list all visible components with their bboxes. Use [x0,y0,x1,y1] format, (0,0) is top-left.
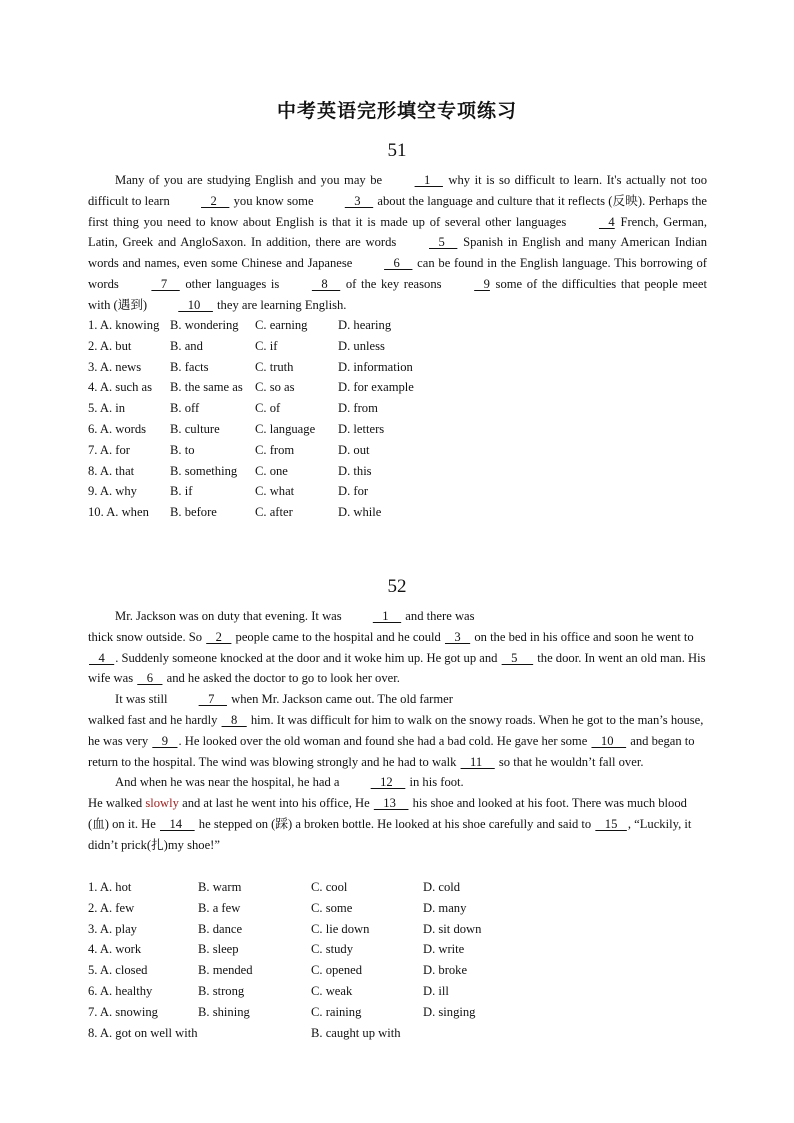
page-title: 中考英语完形填空专项练习 [276,100,517,122]
option-choice: 6. A. words [88,421,147,436]
passage-text: when Mr. Jackson came out. The old farmer [227,692,453,707]
option-choice: B. dance [198,921,243,936]
option-choice: 9. A. why [88,484,137,499]
option-choice: 3. A. news [88,359,142,374]
option-choice: D. singing [423,1004,476,1019]
passage-text: about the language and culture that it reflects (反映). Perhaps the first thing you need to know about English is that it is made up of several other languages [88,193,707,229]
option-choice: D. from [338,401,378,416]
option-choice: 5. A. in [88,401,126,416]
option-choice: D. while [338,505,382,520]
option-choice: D. out [338,442,370,457]
option-choice: D. broke [423,963,468,978]
passage-text: It was still [115,692,171,707]
passage-text: him. It was difficult for him to walk on the snowy roads. When he got to the man’s house, he was very [88,712,704,748]
option-row [88,919,707,940]
option-choice: B. shining [198,1004,250,1019]
option-choice: B. the same as [170,380,243,395]
passage-52-paragraph [88,772,707,793]
option-choice: 5. A. closed [88,963,148,978]
option-choice: B. a few [198,900,241,915]
option-choice: B. before [170,505,217,520]
passage-text: they are learning English. [213,297,347,312]
answer-blank: 1 [414,173,443,187]
option-row [88,398,707,419]
option-choice: C. truth [255,359,294,374]
passage-52-paragraph [88,710,707,772]
passage-text: He walked [88,796,146,811]
passage-text: he stepped on (踩) a broken bottle. He looked at his shoe carefully and said to [195,816,595,831]
option-choice: D. for example [338,380,414,395]
option-choice: C. some [311,900,353,915]
option-choice: D. write [423,942,465,957]
answer-blank: 2 [206,629,232,644]
option-row [88,336,707,357]
option-row [88,440,707,461]
option-choice: D. cold [423,880,461,894]
option-row [88,939,707,960]
passage-text: people came to the hospital and he could [232,629,444,644]
option-choice: B. mended [198,963,253,978]
passage-51-paragraph [88,170,707,316]
passage-text: his shoe and looked at his foot. There was much blood (血) on it. He [88,796,687,831]
option-choice: 8. A. got on well with [88,1025,198,1040]
answer-blank: 7 [198,692,227,707]
passage-text: Many of you are studying English and you may be [115,173,387,187]
passage-text: French, German, Latin, Greek and AngloSaxon. In addition, there are words [88,214,707,250]
passage-52-paragraph [88,606,707,627]
passage-text: walked fast and he hardly [88,712,221,727]
passage-text: in his foot. [406,775,464,790]
option-choice: C. what [255,484,295,499]
passage-text: and he asked the doctor to go to look her over. [163,671,400,686]
answer-blank: 1 [372,609,402,623]
option-row [88,315,707,336]
option-row [88,357,707,378]
option-choice: C. raining [311,1004,362,1019]
passage-text: some of the difficulties that people meet with (遇到) [88,276,707,312]
answer-blank: 5 [501,650,534,665]
option-choice: 3. A. play [88,921,137,936]
answer-blank: 6 [137,671,163,686]
option-row [88,877,707,898]
passage-text: and at last he went into his office, He [178,796,373,811]
option-choice: 6. A. healthy [88,983,153,998]
answer-blank: 10 [178,297,213,312]
option-choice: C. language [255,421,316,436]
option-row [88,1002,707,1023]
answer-blank: 9 [474,276,490,291]
option-choice: B. culture [170,421,220,436]
exercise-number-51: 51 [387,140,407,161]
option-choice: 4. A. such as [88,380,153,395]
option-choice: B. caught up with [311,1025,401,1040]
option-choice: B. off [170,401,200,416]
options-52 [88,877,707,1043]
answer-blank: 13 [373,796,409,811]
option-choice: 4. A. work [88,942,142,957]
option-row [88,481,707,502]
options-51 [88,315,707,523]
option-choice: D. for [338,484,369,499]
passage-text: . He looked over the old woman and found she had a bad cold. He gave her some [178,733,591,748]
passage-text: you know some [230,193,317,208]
option-choice: C. cool [311,880,348,894]
option-row [88,960,707,981]
option-row [88,981,707,1002]
answer-blank: 14 [160,816,195,831]
option-choice: C. so as [255,380,295,395]
option-choice: 1. A. knowing [88,318,160,332]
option-row [88,461,707,482]
answer-blank: 12 [370,775,406,790]
option-choice: B. something [170,463,238,478]
option-choice: C. opened [311,963,363,978]
option-choice: D. letters [338,421,385,436]
option-choice: 2. A. but [88,338,132,353]
passage-text: . Suddenly someone knocked at the door and it woke him up. He got up and [115,650,501,665]
option-choice: B. and [170,338,203,353]
answer-blank: 3 [344,193,374,208]
passage-52-paragraph [88,689,707,710]
answer-blank: 6 [384,256,413,271]
option-row [88,898,707,919]
option-choice: 10. A. when [88,505,149,520]
passage-52-paragraph [88,627,707,689]
answer-blank: 2 [201,193,230,208]
answer-blank: 9 [152,733,178,748]
option-choice: B. wondering [170,318,239,332]
answer-blank: 4 [598,214,615,229]
answer-blank: 10 [591,733,627,748]
passage-52 [88,606,707,856]
passage-text: And when he was near the hospital, he had a [115,775,343,790]
option-choice: 7. A. for [88,442,130,457]
option-choice: C. study [311,942,353,957]
option-choice: D. sit down [423,921,482,936]
answer-blank: 8 [221,712,247,727]
answer-blank: 7 [151,276,180,291]
passage-text: , “Luckily, it didn’t prick(扎)my shoe!” [88,816,692,852]
option-choice: B. facts [170,359,209,374]
passage-text: why it is so difficult to learn. It's actually not too difficult to learn [88,173,707,208]
passage-text: of the key reasons [341,276,447,291]
option-choice: B. warm [198,880,242,894]
option-choice: C. earning [255,318,308,332]
answer-blank: 15 [595,816,627,831]
option-choice: C. lie down [311,921,370,936]
option-choice: C. of [255,401,281,416]
option-choice: C. from [255,442,295,457]
option-choice: D. hearing [338,318,392,332]
option-choice: C. weak [311,983,353,998]
option-choice: B. if [170,484,193,499]
option-row [88,1023,707,1044]
option-choice: 1. A. hot [88,880,132,894]
passage-text: and there was [402,609,475,623]
option-choice: D. this [338,463,372,478]
passage-text: other languages is [180,276,284,291]
passage-text: thick snow outside. So [88,629,206,644]
passage-text: and began to return to the hospital. The wind was blowing strongly and he had to walk [88,733,695,769]
passage-51 [88,170,707,316]
exercise-number-52: 52 [387,576,407,597]
option-choice: C. one [255,463,288,478]
option-choice: D. ill [423,983,449,998]
passage-text: Mr. Jackson was on duty that evening. It was [115,609,345,623]
option-choice: 7. A. snowing [88,1004,158,1019]
answer-blank: 8 [311,276,341,291]
passage-52-paragraph [88,793,707,855]
option-choice: D. many [423,900,467,915]
option-choice: D. unless [338,338,385,353]
answer-blank: 3 [444,629,471,644]
passage-text: the door. In went an old man. His wife was [88,650,706,686]
option-choice: B. sleep [198,942,239,957]
option-choice: C. after [255,505,293,520]
option-choice: D. information [338,359,413,374]
highlighted-word: slowly [145,796,179,811]
option-choice: B. to [170,442,195,457]
option-choice: 8. A. that [88,463,135,478]
option-row [88,502,707,523]
answer-blank: 11 [460,754,495,769]
passage-text: Spanish in English and many American Indian words and names, even some Chinese and Japanese [88,235,708,271]
answer-blank: 5 [429,235,458,250]
option-row [88,377,707,398]
option-choice: 2. A. few [88,900,135,915]
passage-text: on the bed in his office and soon he went to [471,629,694,644]
passage-text: can be found in the English language. This borrowing of words [88,256,707,291]
passage-text: so that he wouldn’t fall over. [495,754,644,769]
option-choice: B. strong [198,983,245,998]
option-row [88,419,707,440]
option-choice: C. if [255,338,278,353]
answer-blank: 4 [89,650,115,665]
